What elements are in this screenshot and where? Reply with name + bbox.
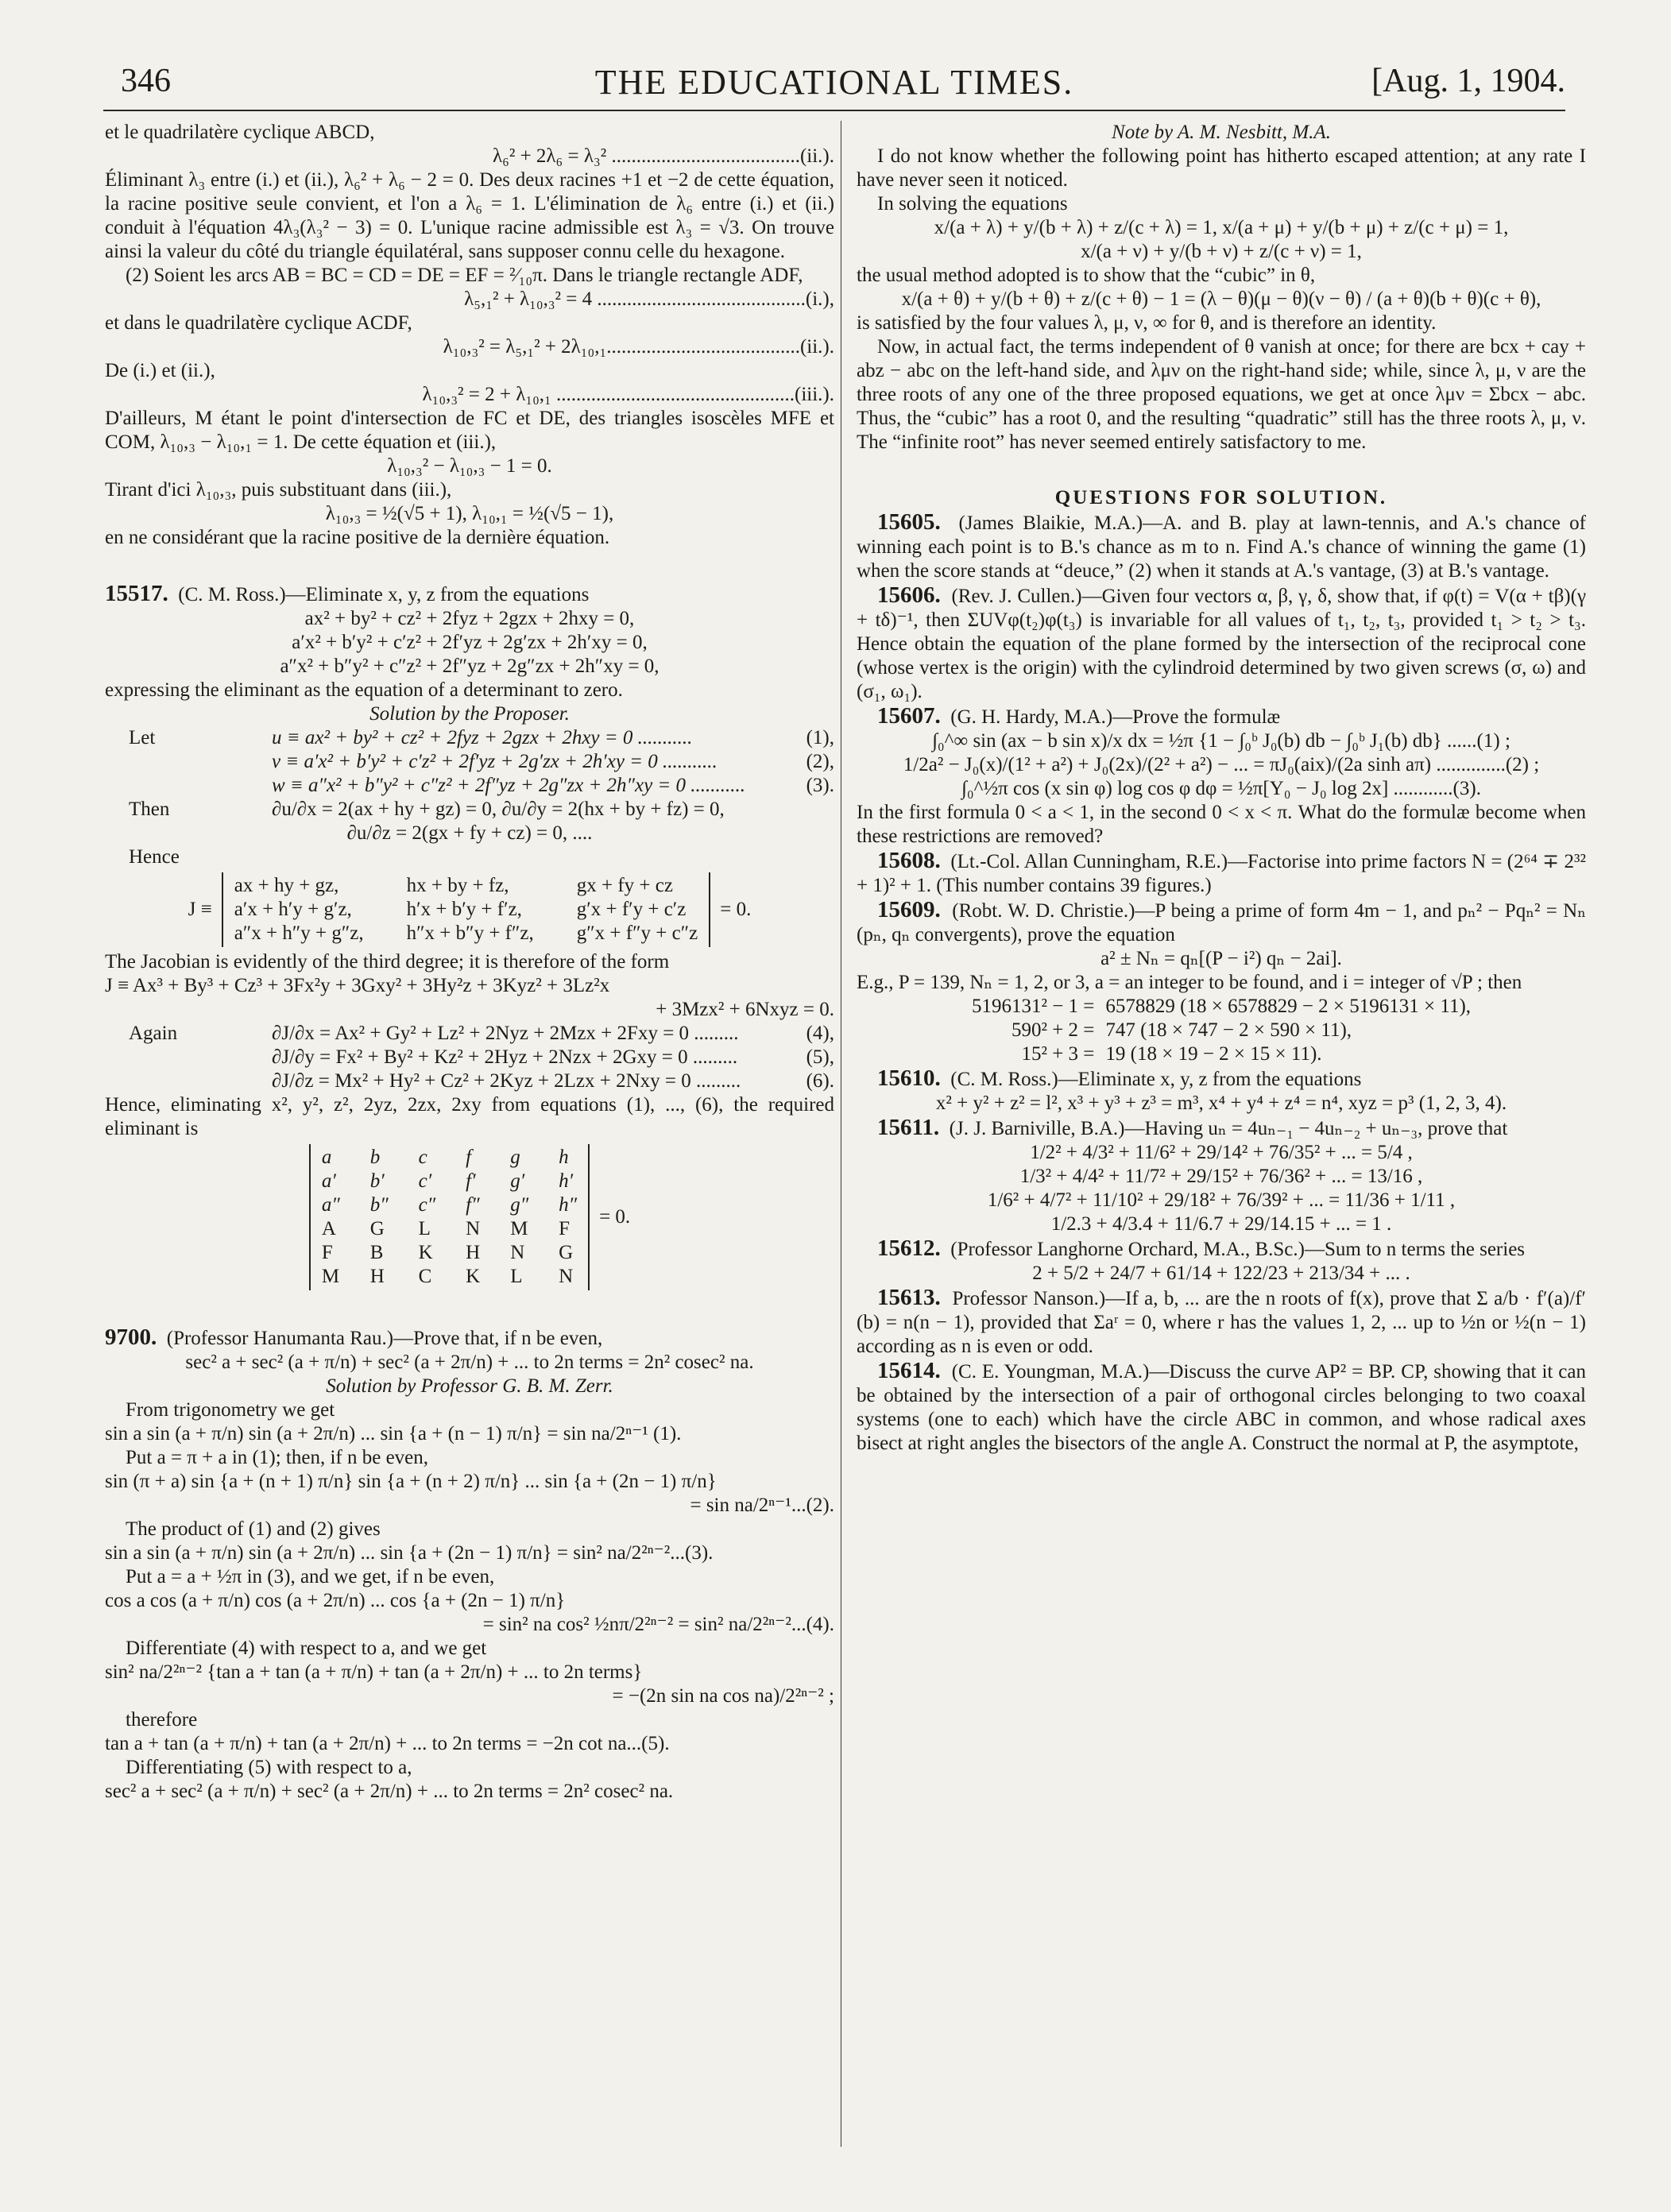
equation: x/(a + λ) + y/(b + λ) + z/(c + λ) = 1, x/(a + μ) + y/(b + μ) + z/(c + μ) = 1, — [934, 217, 1509, 238]
question-text: (C. E. Youngman, M.A.)—Discuss the curve AP² = BP. CP, showing that it can be obtained by the intersection of a pair of orthogonal circles belonging to two coaxal systems (one to each) which have the circle ABC in common, and whose radical axes bisect at right angles the bisectors of the angle A. Construct the normal at P, the asymptote, — [857, 1361, 1586, 1454]
question-15612 — [857, 1236, 1586, 1262]
example-right: 6578829 (18 × 6578829 − 2 × 5196131 × 11), — [1105, 996, 1472, 1017]
matrix-cell: a″ — [321, 1194, 340, 1216]
question-text: (Professor Langhorne Orchard, M.A., B.Sc.)—Sum to n terms the series — [950, 1239, 1526, 1260]
series-equation: 1/2² + 4/3² + 11/6² + 29/14² + 76/35² + ... = 5/4 , — [1030, 1142, 1413, 1163]
equation-number: (5), — [806, 1046, 834, 1068]
equation: = sin² na cos² ½nπ/2²ⁿ⁻² = sin² na/2²ⁿ⁻²...(4). — [482, 1614, 834, 1635]
jacobian-determinant — [105, 872, 834, 947]
equation-number: (4), — [806, 1023, 834, 1044]
equation: x/(a + ν) + y/(b + ν) + z/(c + ν) = 1, — [1081, 241, 1362, 262]
eliminant-determinant — [105, 1144, 834, 1290]
text-line: expressing the eliminant as the equation of a determinant to zero. — [105, 679, 623, 701]
matrix-cell: a″x + h″y + g″z, — [234, 922, 364, 944]
question-15607 — [857, 704, 1586, 729]
text-line: In solving the equations — [877, 193, 1068, 215]
matrix-cell: L — [418, 1218, 431, 1239]
question-text: (G. H. Hardy, M.A.)—Prove the formulæ — [950, 706, 1281, 728]
paragraph: I do not know whether the following point has hitherto escaped attention; at any rate I have never seen it noticed. — [857, 145, 1586, 191]
question-number: 15608. — [877, 848, 941, 873]
text-line: is satisfied by the four values λ, μ, ν, ∞ for θ, and is therefore an identity. — [857, 312, 1437, 334]
matrix-cell: c″ — [418, 1194, 436, 1216]
equation: sin (π + a) sin {a + (n + 1) π/n} sin {a + (n + 2) π/n} ... sin {a + (2n − 1) π/n} — [105, 1471, 717, 1492]
text-line: therefore — [126, 1709, 198, 1731]
text-line: Put a = a + ½π in (3), and we get, if n be even, — [126, 1566, 495, 1587]
text-line: en ne considérant que la racine positive de la dernière équation. — [105, 527, 610, 548]
matrix-cell: h″x + b″y + f″z, — [406, 922, 534, 944]
left-column — [105, 121, 834, 1804]
matrix-cell: h′x + b′y + f′z, — [406, 899, 522, 920]
equation: = −(2n sin na cos na)/2²ⁿ⁻² ; — [612, 1685, 834, 1707]
question-number: 15610. — [877, 1065, 941, 1091]
matrix-cell: a′ — [321, 1170, 336, 1192]
question-9700 — [105, 1325, 834, 1351]
equation: sec² a + sec² (a + π/n) + sec² (a + 2π/n) + ... to 2n terms = 2n² cosec² na. — [185, 1352, 754, 1373]
matrix-cell: h — [559, 1147, 569, 1168]
series-equation: 1/2.3 + 4/3.4 + 11/6.7 + 29/14.15 + ... = 1 . — [1050, 1213, 1392, 1235]
example-right: 747 (18 × 747 − 2 × 590 × 11), — [1105, 1019, 1352, 1041]
matrix-cell: F — [321, 1242, 333, 1263]
text-line: et le quadrilatère cyclique ABCD, — [105, 122, 375, 143]
note-heading: Note by A. M. Nesbitt, M.A. — [1112, 122, 1331, 143]
question-15610 — [857, 1066, 1586, 1092]
text-line: the usual method adopted is to show that the “cubic” in θ, — [857, 265, 1316, 286]
equation-row — [105, 798, 834, 822]
question-number: 15609. — [877, 897, 941, 922]
equation: ∂J/∂y = Fx² + By² + Kz² + 2Hyz + 2Nzx + 2Gxy = 0 ......... — [272, 1046, 738, 1068]
matrix-cell: b′ — [369, 1170, 385, 1192]
equation-row — [105, 1069, 834, 1093]
equation: sin a sin (a + π/n) sin (a + 2π/n) ... sin {a + (n − 1) π/n} = sin na/2ⁿ⁻¹ (1). — [105, 1423, 682, 1444]
example-left: 590² + 2 = — [1011, 1019, 1095, 1041]
equation: λ₁₀,₃² − λ₁₀,₃ − 1 = 0. — [387, 455, 552, 477]
equation: x/(a + θ) + y/(b + θ) + z/(c + θ) − 1 = (λ − θ)(μ − θ)(ν − θ) / (a + θ)(b + θ)(c + θ), — [901, 288, 1541, 310]
equation: λ₅,₁² + λ₁₀,₃² = 4 ..........................................(i.), — [464, 288, 834, 310]
question-15613 — [857, 1286, 1586, 1359]
equation: sin a sin (a + π/n) sin (a + 2π/n) ... sin {a + (2n − 1) π/n} = sin² na/2²ⁿ⁻²...(3). — [105, 1542, 714, 1564]
question-15517 — [105, 582, 834, 607]
then-label: Then — [129, 799, 170, 820]
matrix-cell: L — [510, 1266, 523, 1287]
text-line: From trigonometry we get — [126, 1399, 335, 1421]
matrix-cell: f — [466, 1147, 472, 1168]
paragraph: E.g., P = 139, Nₙ = 1, 2, or 3, a = an integer to be found, and i = integer of √P ; then — [857, 972, 1522, 993]
equation-number: (3). — [806, 775, 834, 796]
solution-heading: Solution by Professor G. B. M. Zerr. — [326, 1375, 613, 1397]
matrix-cell: H — [466, 1242, 481, 1263]
equation: 1/2a² − J₀(x)/(1² + a²) + J₀(2x)/(2² + a²) − ... = πJ₀(aix)/(2a sinh aπ) ..............(2) ; — [903, 754, 1540, 775]
matrix-cell: M — [510, 1218, 528, 1239]
equation: tan a + tan (a + π/n) + tan (a + 2π/n) + ... to 2n terms = −2n cot na...(5). — [105, 1733, 670, 1754]
equation: 2 + 5/2 + 24/7 + 61/14 + 122/23 + 213/34 + ... . — [1032, 1263, 1410, 1284]
matrix-cell: b″ — [369, 1194, 389, 1216]
series-equation: 1/3² + 4/4² + 11/7² + 29/15² + 76/36² + ... = 13/16 , — [1019, 1166, 1423, 1187]
question-15605 — [857, 510, 1586, 583]
worked-examples — [857, 995, 1586, 1066]
matrix-cell: N — [466, 1218, 481, 1239]
matrix-cell: F — [559, 1218, 571, 1239]
matrix-cell: C — [418, 1266, 432, 1287]
matrix-cell: a — [321, 1147, 332, 1168]
equation: x² + y² + z² = l², x³ + y³ + z³ = m³, x⁴ + y⁴ + z⁴ = n⁴, xyz = p³ (1, 2, 3, 4). — [935, 1092, 1507, 1114]
paragraph: Now, in actual fact, the terms independent of θ vanish at once; for there are bcx + cay + abz − abc on the left-hand side, and λμν on the right-hand side; while, since λ, μ, ν are the three roots of any one of the three proposed equations, we get at once λμν = Σbcx − abc. Thus, the “cubic” has a root 0, and the resulting “quadratic” still has the three roots λ, μ, ν. The “infinite root” has never seemed entirely satisfactory to me. — [857, 336, 1586, 453]
question-number: 15517. — [105, 581, 168, 606]
paragraph: In the first formula 0 < a < 1, in the second 0 < x < π. What do the formulæ become when these restrictions are removed? — [857, 802, 1586, 847]
question-text: (C. M. Ross.)—Eliminate x, y, z from the equations — [178, 584, 590, 605]
equation: = sin na/2ⁿ⁻¹...(2). — [690, 1495, 834, 1516]
determinant-matrix — [309, 1144, 590, 1290]
equation: λ₆² + 2λ₆ = λ₃² ......................................(ii.). — [493, 145, 834, 167]
equation: ∂J/∂x = Ax² + Gy² + Lz² + 2Nyz + 2Mzx + 2Fxy = 0 ......... — [272, 1023, 739, 1044]
matrix-cell: K — [418, 1242, 433, 1263]
matrix-cell: h′ — [559, 1170, 574, 1192]
equation-row — [105, 774, 834, 798]
equation: sin² na/2²ⁿ⁻² {tan a + tan (a + π/n) + tan (a + 2π/n) + ... to 2n terms} — [105, 1661, 643, 1683]
matrix-cell: c — [418, 1147, 427, 1168]
example-left: 5196131² − 1 = — [971, 996, 1095, 1017]
question-text: (Professor Hanumanta Rau.)—Prove that, if n be even, — [166, 1328, 603, 1349]
paragraph: D'ailleurs, M étant le point d'intersection de FC et DE, des triangles isoscèles MFE et COM, λ₁₀,₃ − λ₁₀,₁ = 1. De cette équation et (iii.), — [105, 408, 834, 453]
matrix-cell: B — [369, 1242, 384, 1263]
paragraph: Éliminant λ₃ entre (i.) et (ii.), λ₆² + λ₆ − 2 = 0. Des deux racines +1 et −2 de cette équation, la racine positive seule convient, et l'on a λ₆ = 1. L'élimination de λ₆ entre (i.) et (ii.) conduit à l'équation 4λ₃(λ₃² − 3) = 0. L'unique racine admissible est λ₃ = √3. On trouve ainsi la valeur du côté du triangle équilatéral, sans supposer connu celle du hexagone. — [105, 169, 834, 262]
question-15606 — [857, 583, 1586, 704]
question-15608 — [857, 849, 1586, 898]
matrix-cell: c′ — [418, 1170, 432, 1192]
matrix-cell: g″x + f″y + c″z — [576, 922, 698, 944]
question-number: 15607. — [877, 703, 941, 729]
equation: ∫₀^∞ sin (ax − b sin x)/x dx = ½π {1 − ∫₀ᵇ J₀(b) db − ∫₀ᵇ J₁(b) db} ......(1) ; — [932, 730, 1510, 752]
question-text: (Rev. J. Cullen.)—Given four vectors α, β, γ, δ, show that, if φ(t) = V(α + tβ)(γ + tδ)⁻¹, then ΣUVφ(t₂)φ(t₃) is invariable for all values of t₁, t₂, t₃, provided t₁ > t₂ > t₃. Hence obtain the equation of the plane formed by the intersection of the reciprocal cone (whose vertex is the origin) with the cylindroid determined by two given screws (σ, ω) and (σ₁, ω₁). — [857, 586, 1587, 702]
matrix-cell: N — [559, 1266, 574, 1287]
determinant-matrix — [222, 872, 710, 947]
question-text: (Robt. W. D. Christie.)—P being a prime of form 4m − 1, and pₙ² − Pqₙ² = Nₙ (pₙ, qₙ convergents), prove the equation — [857, 900, 1587, 946]
text-line: Put a = π + a in (1); then, if n be even, — [126, 1447, 429, 1468]
question-number: 15614. — [877, 1358, 941, 1383]
equation: a″x² + b″y² + c″z² + 2f″yz + 2g″zx + 2h″xy = 0, — [280, 655, 660, 677]
equation: + 3Mzx² + 6Nxyz = 0. — [656, 999, 834, 1020]
equation: ∂u/∂x = 2(ax + hy + gz) = 0, ∂u/∂y = 2(hx + by + fz) = 0, — [272, 799, 725, 820]
matrix-cell: a′x + h′y + g′z, — [234, 899, 352, 920]
matrix-cell: g′ — [510, 1170, 525, 1192]
equation: u ≡ ax² + by² + cz² + 2fyz + 2gzx + 2hxy = 0 ........... — [272, 727, 693, 748]
equation: λ₁₀,₃² = λ₅,₁² + 2λ₁₀,₁.......................................(ii.). — [443, 336, 834, 358]
question-15611 — [857, 1116, 1586, 1141]
question-text: (James Blaikie, M.A.)—A. and B. play at lawn-tennis, and A.'s chance of winning each point is to B.'s chance as m to n. Find A.'s chance of winning the game (1) when the score stands at “deuce,” (2) when it stands at A.'s vantage, (3) at B.'s vantage. — [857, 512, 1587, 582]
matrix-cell: b — [369, 1147, 381, 1168]
paragraph: Hence, eliminating x², y², z², 2yz, 2zx, 2xy from equations (1), ..., (6), the required eliminant is — [105, 1094, 834, 1139]
paragraph: (2) Soient les arcs AB = BC = CD = DE = EF = ²⁄₁₀π. Dans le triangle rectangle ADF, — [126, 265, 803, 286]
question-15609 — [857, 898, 1586, 947]
matrix-cell: g — [510, 1147, 520, 1168]
question-15614 — [857, 1359, 1586, 1456]
issue-date: [Aug. 1, 1904. — [1371, 63, 1565, 99]
equation-row — [105, 726, 834, 750]
equation: a′x² + b′y² + c′z² + 2f′yz + 2g′zx + 2h′xy = 0, — [292, 632, 648, 653]
equals-zero: = 0. — [720, 899, 752, 920]
matrix-cell: h″ — [559, 1194, 578, 1216]
equation: ∫₀^½π cos (x sin φ) log cos φ dφ = ½π[Y₀ − J₀ log 2x] ............(3). — [961, 778, 1481, 799]
question-number: 15612. — [877, 1236, 941, 1261]
text-line: De (i.) et (ii.), — [105, 360, 215, 381]
equation-number: (6). — [806, 1070, 834, 1092]
equation-number: (2), — [806, 751, 834, 772]
question-text: (C. M. Ross.)—Eliminate x, y, z from the equations — [950, 1069, 1362, 1090]
matrix-cell: H — [369, 1266, 385, 1287]
equation-number: (1), — [806, 727, 834, 748]
text-line: Tirant d'ici λ₁₀,₃, puis substituant dans (iii.), — [105, 479, 452, 501]
equation-row — [105, 1046, 834, 1069]
question-number: 9700. — [105, 1324, 157, 1350]
page-number: 346 — [121, 63, 171, 99]
equation: v ≡ a′x² + b′y² + c′z² + 2f′yz + 2g′zx + 2h′xy = 0 ........... — [272, 751, 718, 772]
text-line: et dans le quadrilatère cyclique ACDF, — [105, 312, 412, 334]
matrix-cell: f′ — [466, 1170, 476, 1192]
text-line: Differentiate (4) with respect to a, and we get — [126, 1638, 487, 1659]
matrix-cell: f″ — [466, 1194, 480, 1216]
again-label: Again — [129, 1023, 178, 1044]
question-number: 15605. — [877, 509, 941, 535]
jacobian-label: J ≡ — [188, 899, 212, 920]
series-equation: 1/6² + 4/7² + 11/10² + 29/18² + 76/39² + ... = 11/36 + 1/11 , — [987, 1189, 1456, 1211]
matrix-cell: G — [559, 1242, 574, 1263]
equation: ∂J/∂z = Mx² + Hy² + Cz² + 2Kyz + 2Lzx + 2Nxy = 0 ......... — [272, 1070, 741, 1092]
section-heading: QUESTIONS FOR SOLUTION. — [1054, 487, 1388, 509]
matrix-cell: ax + hy + gz, — [234, 875, 339, 896]
equation: λ₁₀,₃² = 2 + λ₁₀,₁ ................................................(iii.). — [422, 384, 834, 405]
matrix-cell: M — [321, 1266, 340, 1287]
equation: ax² + by² + cz² + 2fyz + 2gzx + 2hxy = 0, — [304, 608, 635, 629]
example-right: 19 (18 × 19 − 2 × 15 × 11). — [1105, 1043, 1322, 1065]
equation: w ≡ a″x² + b″y² + c″z² + 2f″yz + 2g″zx + 2h″xy = 0 ........... — [272, 775, 746, 796]
equals-zero: = 0. — [599, 1206, 631, 1228]
equation: ∂u/∂z = 2(gx + fy + cz) = 0, .... — [346, 822, 593, 844]
matrix-cell: hx + by + fz, — [406, 875, 509, 896]
text-line: The product of (1) and (2) gives — [126, 1518, 381, 1540]
publication-title: THE EDUCATIONAL TIMES. — [594, 63, 1074, 102]
matrix-cell: gx + fy + cz — [576, 875, 673, 896]
equation: cos a cos (a + π/n) cos (a + 2π/n) ... cos {a + (2n − 1) π/n} — [105, 1590, 566, 1611]
matrix-cell: K — [466, 1266, 481, 1287]
question-text: (Lt.-Col. Allan Cunningham, R.E.)—Factorise into prime factors N = (2⁶⁴ ∓ 2³² + 1)² + 1. (This number contains 39 figures.) — [857, 851, 1587, 896]
right-column — [857, 121, 1586, 1456]
equation: λ₁₀,₃ = ½(√5 + 1), λ₁₀,₁ = ½(√5 − 1), — [325, 503, 614, 524]
question-number: 15613. — [877, 1285, 941, 1310]
equation-row — [105, 750, 834, 774]
equation: J ≡ Ax³ + By³ + Cz³ + 3Fx²y + 3Gxy² + 3Hy²z + 3Kyz² + 3Lz²x — [105, 975, 610, 996]
text-line: Hence — [129, 846, 180, 868]
matrix-cell: G — [369, 1218, 385, 1239]
matrix-cell: N — [510, 1242, 525, 1263]
question-text: (J. J. Barniville, B.A.)—Having uₙ = 4uₙ₋₁ − 4uₙ₋₂ + uₙ₋₃, prove that — [949, 1118, 1508, 1139]
equation: a² ± Nₙ = qₙ[(P − i²) qₙ − 2ai]. — [1100, 948, 1342, 969]
matrix-cell: g′x + f′y + c′z — [576, 899, 687, 920]
matrix-cell: g″ — [510, 1194, 529, 1216]
question-number: 15606. — [877, 582, 941, 608]
example-left: 15² + 3 = — [1021, 1043, 1095, 1065]
equation: sec² a + sec² (a + π/n) + sec² (a + 2π/n) + ... to 2n terms = 2n² cosec² na. — [105, 1781, 674, 1802]
page-header — [103, 62, 1565, 111]
question-number: 15611. — [877, 1115, 940, 1140]
question-text: Professor Nanson.)—If a, b, ... are the n roots of f(x), prove that Σ a/b · f′(a)/f′(b) = n(n − 1), provided that Σaʳ = 0, where r has the values 1, 2, ... up to ½n or ½(n − 1) according as n is even or odd. — [857, 1288, 1586, 1357]
matrix-cell: A — [321, 1218, 336, 1239]
let-label: Let — [129, 727, 156, 748]
solution-body — [105, 1398, 834, 1804]
text-line: Differentiating (5) with respect to a, — [126, 1757, 412, 1778]
solution-heading: Solution by the Proposer. — [369, 703, 570, 725]
paragraph: The Jacobian is evidently of the third degree; it is therefore of the form — [105, 951, 670, 973]
equation-row — [105, 1022, 834, 1046]
